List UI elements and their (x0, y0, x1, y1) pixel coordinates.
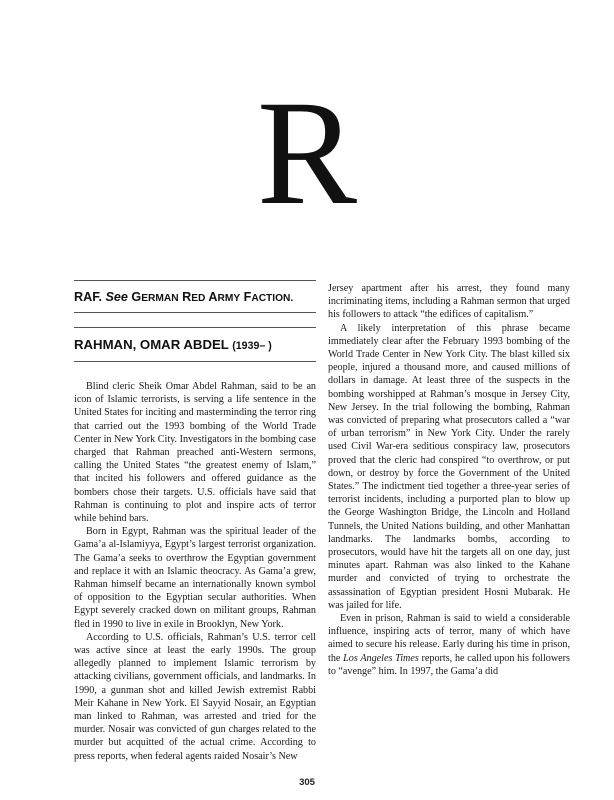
paragraph-3-continued: Jersey apartment after his arrest, they found many incriminating items, including a Rahman sermon that urged his followers to attack “the edifices of capitalism.” (328, 283, 570, 321)
paragraph-5: Even in prison, Rahman is said to wield a considerable influence, inspiring acts of terror, many of which have aimed to secure his release. Early during his time in prison, the Los Angeles Times reports, he called upon his followers to “avenge” him. In 1997, the Gama’a did (328, 613, 570, 677)
paragraph-4: A likely interpretation of this phrase became immediately clear after the February 1993 bombing of the World Trade Center in New York City. The blast killed six people, injured a thousand more, and caused millions of dollars in damage. At least three of the suspects in the bombing worshipped at Rahman’s mosque in Jersey City, New Jersey. In the trial following the bombing, Rahman was convicted of preparing what prosecutors called a “war of urban terrorism” in New York City. Under the rarely used Civil War-era seditious conspiracy law, prosecutors proved that the cleric had conspired “to overthrow, or put down, or destroy by force the Government of the United States.” The indictment tied together a three-year series of terrorist incidents, including a purported plan to blow up the George Washington Bridge, the Lincoln and Holland Tunnels, the United Nations building, and other Manhattan landmarks. The landmarks bombs, according to prosecutors, would have hit the targets all on one day, just minutes apart. Rahman was also linked to the Kahane murder and convicted of trying to orchestrate the assassination of Egyptian president Hosni Mubarak. He was jailed for life. (328, 322, 570, 611)
chapter-letter: R (256, 70, 358, 236)
paragraph-3: According to U.S. officials, Rahman’s U.S. terror cell was active since at least the early 1990s. The group allegedly planned to implement Islamic terrorism by attacking civilians, government officials, and landmarks. In 1990, a gunman shot and killed Jewish extremist Rabbi Meir Kahane in New York. El Sayyid Nosair, an Egyptian man linked to Rahman, was arrested and tried for the murder. Nosair was convicted of gun charges related to the murder but acquitted of the actual crime. According to press reports, when federal agents raided Nosair’s New (74, 631, 316, 762)
entry-divider-rahman-top (74, 327, 316, 328)
entry-heading-rahman (74, 337, 316, 352)
page-number: 305 (299, 777, 315, 788)
see-word: See (105, 290, 128, 304)
left-body-text (74, 380, 316, 763)
entry-term-raf: RAF. (74, 290, 102, 304)
paragraph-1: Blind cleric Sheik Omar Abdel Rahman, said to be an icon of Islamic terrorists, is serving a life sentence in the United States for inciting and masterminding the terror ring that carried out the 1993 bombing of the World Trade Center in New York City. Investigators in the bombing case charged that Rahman preached anti-Western sermons, calling the United States “the greatest enemy of Islam,” that incited his followers and offered guidance as the bombers chose their targets. U.S. officials have said that Rahman is continuing to plot and inspire acts of terror while behind bars. (74, 381, 316, 525)
entry-heading-raf (74, 290, 316, 304)
entry-divider-rahman-bottom (74, 361, 316, 362)
publication-title: Los Angeles Times (343, 652, 419, 664)
right-column (328, 282, 570, 678)
paragraph-2: Born in Egypt, Rahman was the spiritual leader of the Gama’a al-Islamiyya, Egypt’s largest terrorist organization. The Gama’a seeks to overthrow the Egyptian government and replace it with an Islamic theocracy. As Gama’a grew, Rahman himself became an internationally known symbol of opposition to the Egyptian secular authorities. When Egypt severely cracked down on militant groups, Rahman fled in 1990 to live in exile in Brooklyn, New York. (74, 526, 316, 630)
entry-dates: (1939– ) (232, 340, 272, 352)
cross-reference-link[interactable]: GERMAN RED ARMY FACTION. (131, 290, 294, 304)
entry-divider-top (74, 280, 316, 281)
left-column (74, 280, 316, 763)
entry-term-rahman: RAHMAN, OMAR ABDEL (74, 337, 229, 352)
